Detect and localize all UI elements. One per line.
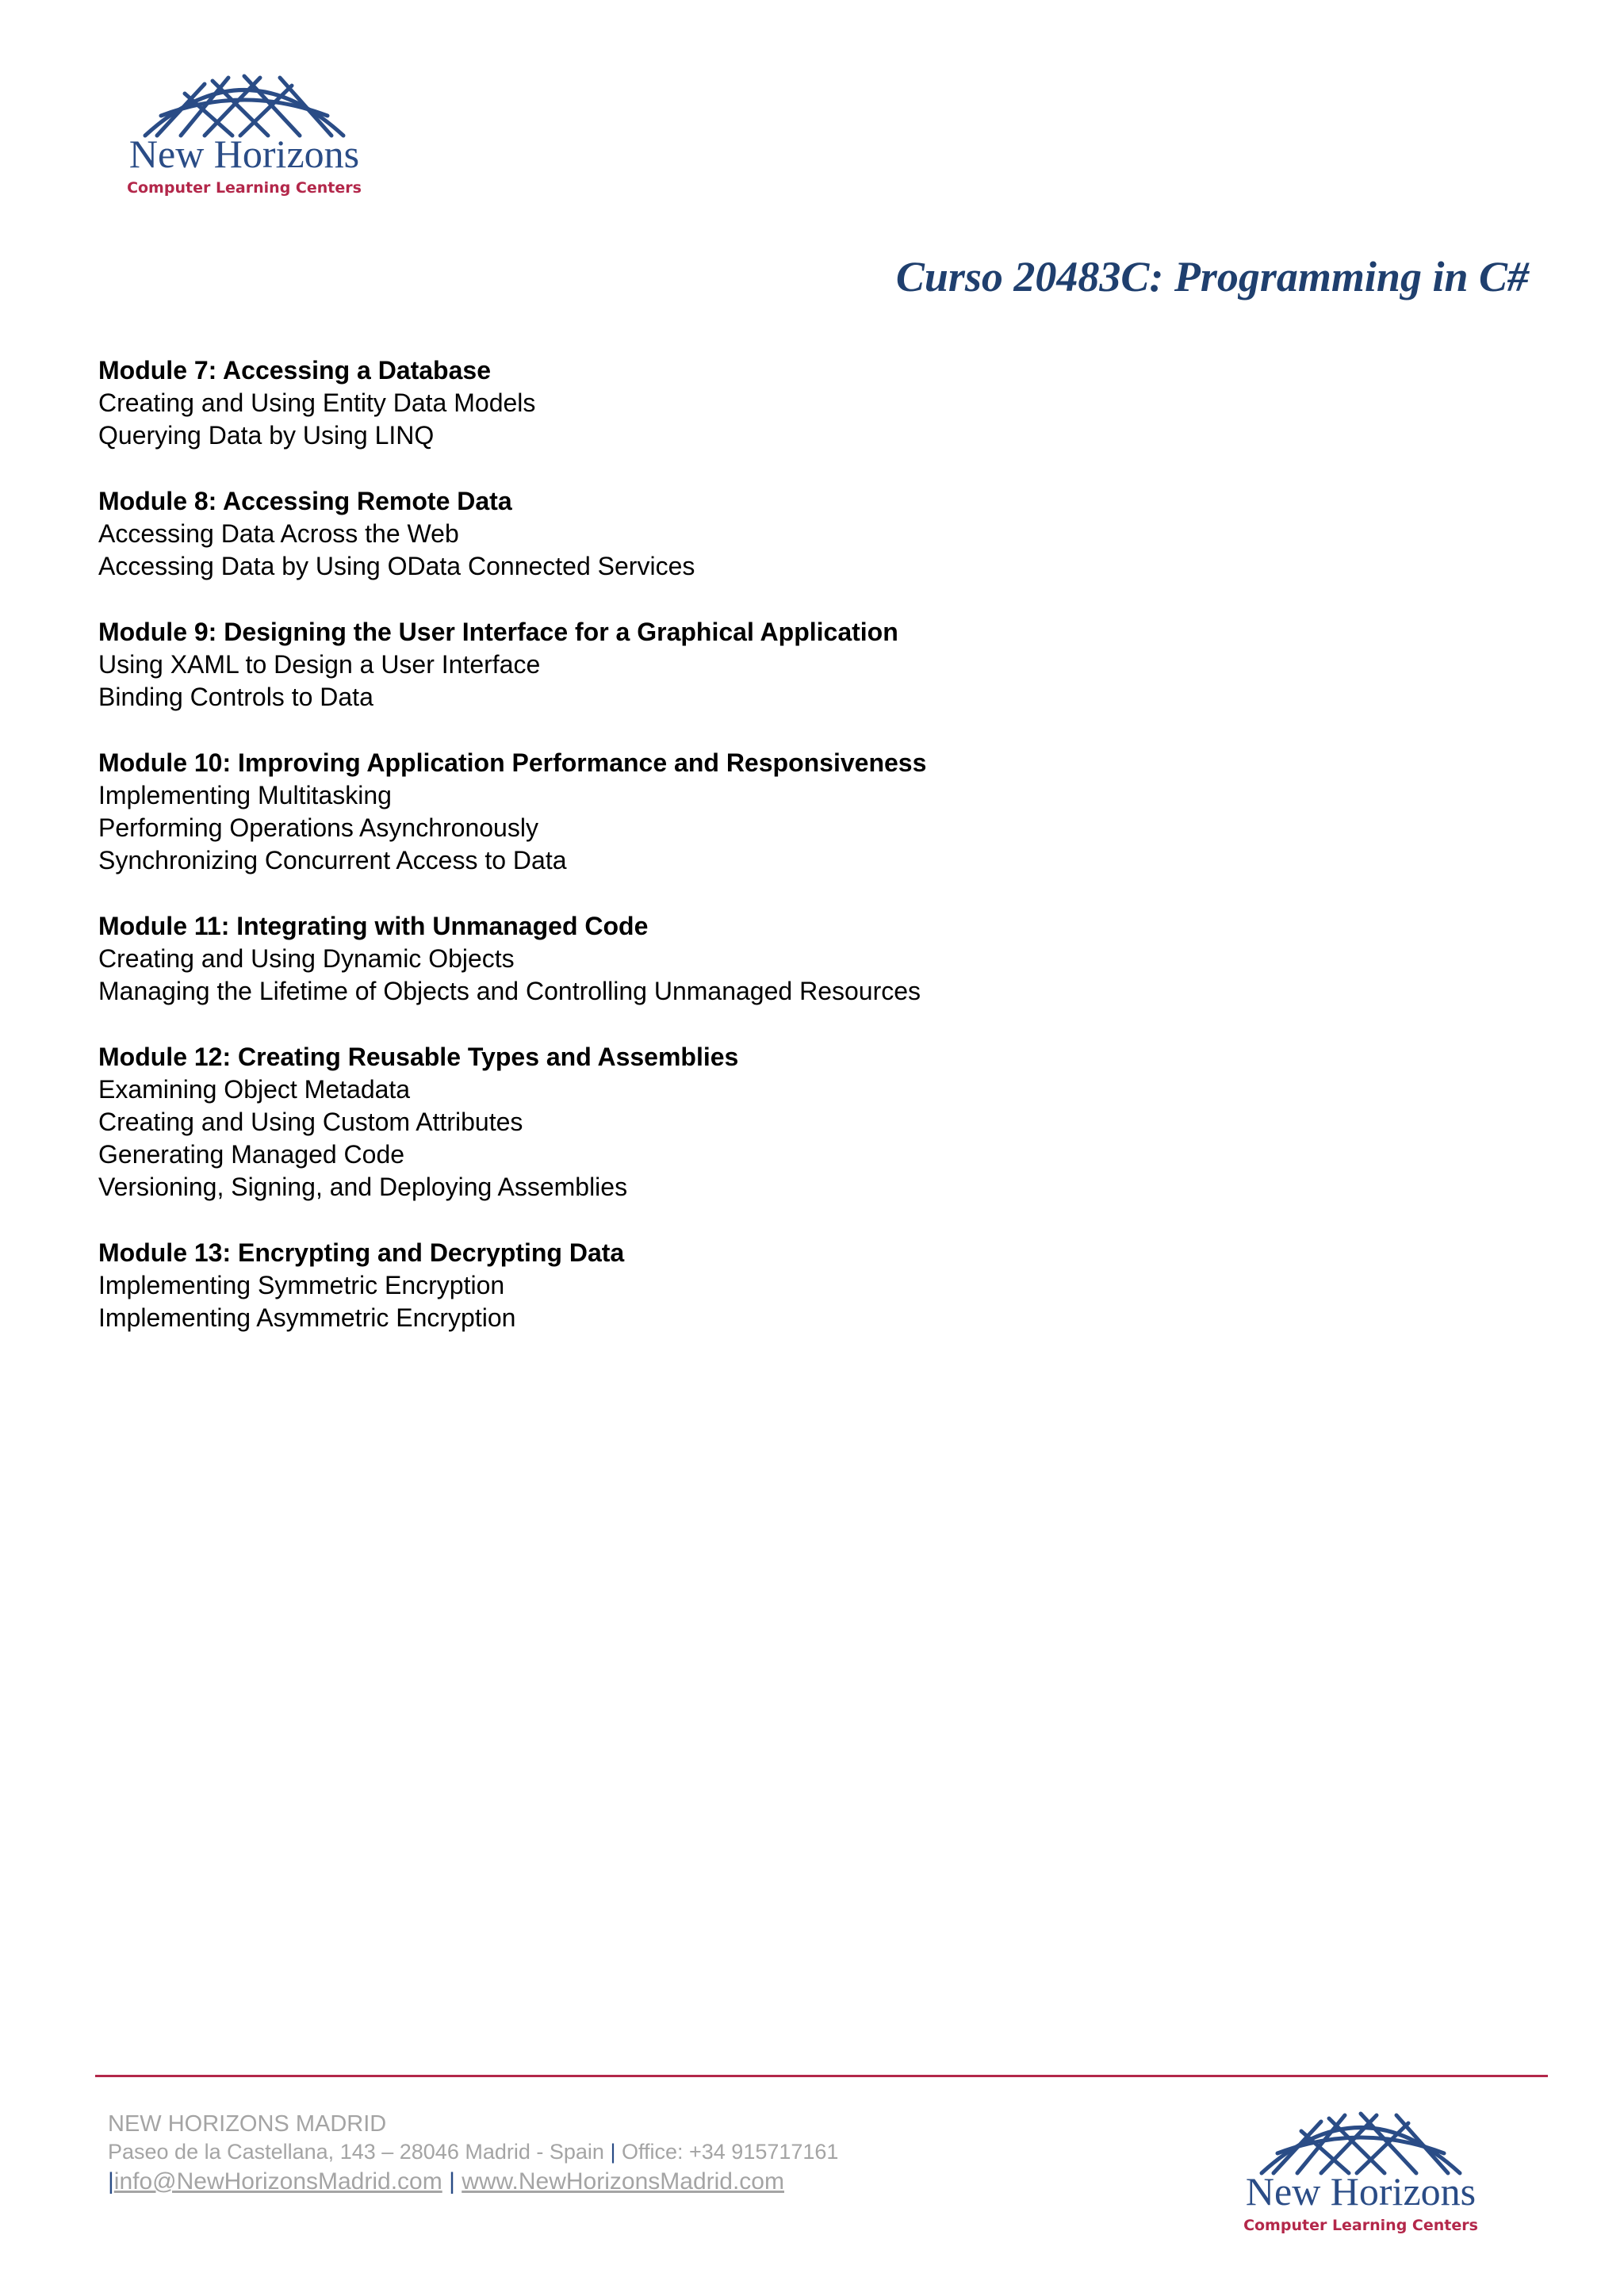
footer-contact [108,2110,838,2198]
logo-brand-text: New Horizons [1245,2169,1477,2214]
module-topic: Managing the Lifetime of Objects and Controlling Unmanaged Resources [98,977,921,1005]
module-title: Module 13: Encrypting and Decrypting Data [98,1238,625,1267]
module-topic: Accessing Data Across the Web [98,519,459,548]
module-title: Module 8: Accessing Remote Data [98,487,512,515]
course-title: Curso 20483C: Programming in C# [895,253,1529,300]
module-topic: Querying Data by Using LINQ [98,421,435,450]
module-7 [98,354,1288,452]
module-topic: Binding Controls to Data [98,683,373,711]
module-topic: Creating and Using Entity Data Models [98,388,536,417]
footer-separator: | [449,2168,455,2195]
module-title: Module 9: Designing the User Interface for a Graphical Application [98,618,898,646]
module-12 [98,1041,1288,1203]
module-title: Module 7: Accessing a Database [98,356,491,385]
module-topic: Synchronizing Concurrent Access to Data [98,846,567,874]
module-title: Module 10: Improving Application Performance and Responsiveness [98,748,927,777]
module-9 [98,616,1288,714]
module-8 [98,485,1288,583]
logo-tagline-text: Computer Learning Centers [1243,2217,1478,2234]
module-topic: Creating and Using Dynamic Objects [98,944,515,973]
module-topic: Implementing Symmetric Encryption [98,1271,505,1299]
module-topic: Versioning, Signing, and Deploying Assemblies [98,1173,628,1201]
footer-office-phone: Office: +34 915717161 [621,2140,839,2164]
module-title: Module 11: Integrating with Unmanaged Code [98,912,649,940]
footer-company-name: NEW HORIZONS MADRID [108,2111,387,2137]
footer-separator: | [610,2140,616,2164]
footer-address: Paseo de la Castellana, 143 – 28046 Madrid - Spain [108,2140,604,2164]
module-list [98,354,1288,1368]
new-horizons-footer-logo [1218,2098,1503,2241]
module-topic: Implementing Asymmetric Encryption [98,1303,516,1332]
new-horizons-logo [102,60,387,203]
logo-tagline-text: Computer Learning Centers [127,179,362,197]
module-11 [98,910,1288,1008]
module-topic: Creating and Using Custom Attributes [98,1108,523,1136]
module-topic: Performing Operations Asynchronously [98,813,538,842]
module-topic: Using XAML to Design a User Interface [98,650,541,679]
logo-brand-text: New Horizons [128,132,360,176]
footer-separator: | [108,2168,114,2195]
email-link[interactable]: info@NewHorizonsMadrid.com [113,2168,442,2195]
module-13 [98,1237,1288,1334]
module-topic: Examining Object Metadata [98,1075,411,1104]
module-title: Module 12: Creating Reusable Types and Assemblies [98,1043,739,1071]
module-10 [98,747,1288,877]
module-topic: Implementing Multitasking [98,781,392,809]
footer-address-line [108,2137,838,2166]
website-link[interactable]: www.NewHorizonsMadrid.com [462,2168,784,2195]
footer-links-line [108,2166,838,2198]
module-topic: Accessing Data by Using OData Connected Services [98,552,695,580]
module-topic: Generating Managed Code [98,1140,405,1169]
footer-divider [95,2075,1548,2077]
